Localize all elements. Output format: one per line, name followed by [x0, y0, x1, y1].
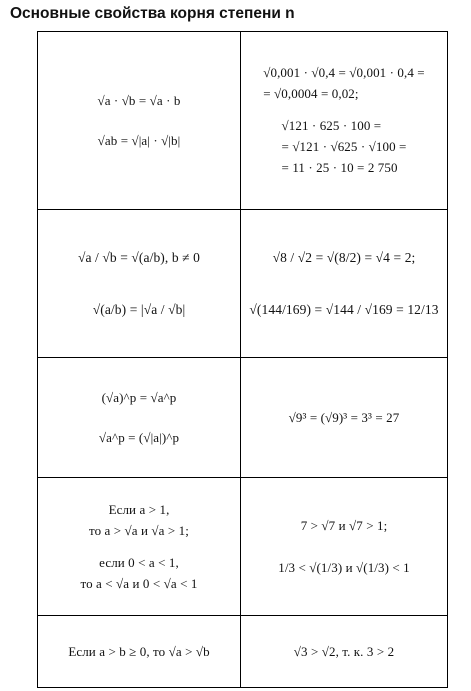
example-line: 1/3 < √(1/3) и √(1/3) < 1: [278, 559, 410, 575]
example-line: √0,001 · √0,4 = √0,001 · 0,4 =: [263, 65, 425, 80]
formula-cell-left: [38, 32, 241, 210]
example-cell-right: [241, 358, 448, 478]
example-line: √9³ = (√9)³ = 3³ = 27: [288, 409, 400, 425]
example-line: 7 > √7 и √7 > 1;: [300, 517, 388, 533]
page-title: Основные свойства корня степени n: [10, 5, 295, 22]
formula-cell-left: [38, 210, 241, 358]
example-cell-right: [241, 616, 448, 688]
example-line: √3 > √2, т. к. 3 > 2: [293, 643, 395, 659]
table-row: [38, 616, 448, 688]
formula: то a > √a и √a > 1;: [89, 522, 189, 538]
example-line: = √121 · √625 · √100 =: [281, 139, 407, 154]
formula: √ab = √|a| · √|b|: [97, 132, 181, 148]
example-cell-right: [241, 32, 448, 210]
table-row: [38, 358, 448, 478]
formula-cell-left: [38, 478, 241, 616]
formula: √a · √b = √a · b: [97, 92, 181, 108]
formula: Если a > b ≥ 0, то √a > √b: [68, 643, 210, 659]
example-line: √121 · 625 · 100 =: [281, 118, 382, 133]
example-line: √(144/169) = √144 / √169 = 12/13: [249, 301, 439, 317]
formula: если 0 < a < 1,: [99, 554, 179, 570]
example-line: = √0,0004 = 0,02;: [263, 86, 359, 101]
properties-table: [37, 31, 448, 688]
formula: то a < √a и 0 < √a < 1: [80, 575, 198, 591]
formula-cell-left: [38, 358, 241, 478]
formula: Если a > 1,: [108, 501, 170, 517]
table-row: [38, 478, 448, 616]
formula: √(a/b) = |√a / √b|: [92, 301, 186, 317]
formula-cell-left: [38, 616, 241, 688]
formula: √a^p = (√|a|)^p: [98, 429, 180, 445]
table-row: [38, 32, 448, 210]
example-cell-right: [241, 210, 448, 358]
formula: (√a)^p = √a^p: [101, 389, 177, 405]
formula: √a / √b = √(a/b), b ≠ 0: [77, 249, 201, 265]
example-line: √8 / √2 = √(8/2) = √4 = 2;: [272, 249, 416, 265]
table-row: [38, 210, 448, 358]
example-cell-right: [241, 478, 448, 616]
example-line: = 11 · 25 · 10 = 2 750: [281, 160, 398, 175]
